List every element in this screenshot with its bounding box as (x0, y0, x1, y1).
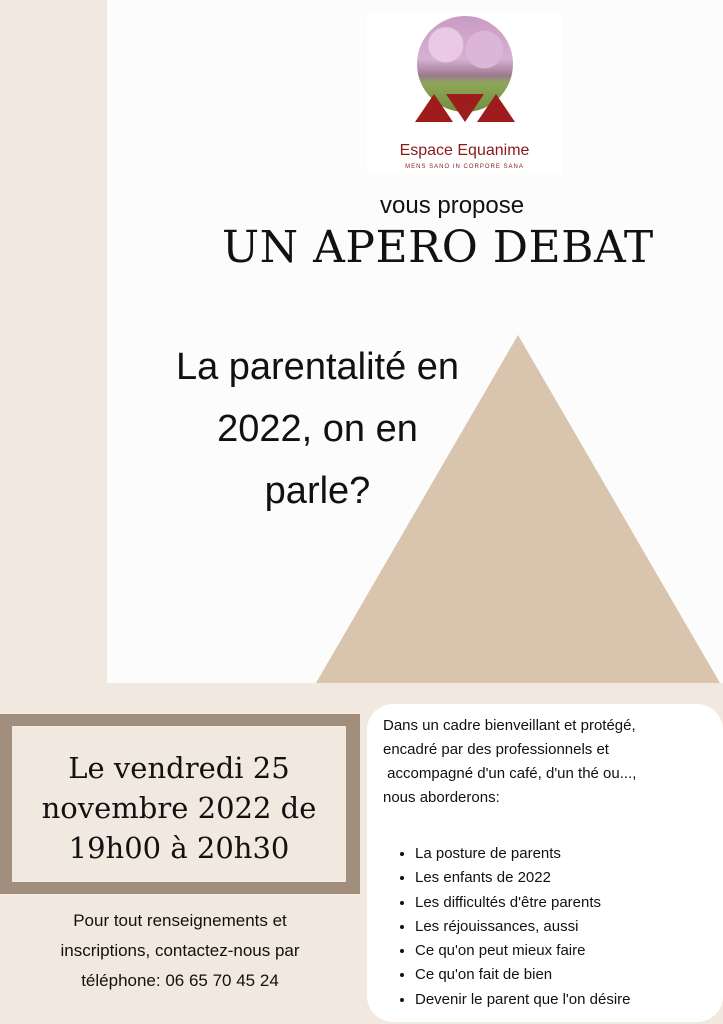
logo-motto: MENS SANO IN CORPORE SANA (405, 164, 524, 170)
event-date (12, 748, 346, 868)
list-item: • Les réjouissances, aussi (415, 915, 718, 939)
topic-list (383, 842, 718, 1012)
question-line: 2022, on en (217, 408, 418, 450)
list-item: • Devenir le parent que l'on désire (415, 988, 718, 1012)
question-line: La parentalité en (175, 346, 460, 388)
event-date-box (12, 726, 346, 882)
list-item: • Ce qu'on fait de bien (415, 963, 718, 987)
intro-line: encadré par des professionnels et (383, 741, 609, 758)
subtitle: vous propose (380, 192, 525, 219)
list-item: • La posture de parents (415, 842, 718, 866)
event-date-line: Le vendredi 25 (68, 751, 290, 785)
contact-line: Pour tout renseignements et (73, 911, 287, 930)
intro-line: nous aborderons: (383, 789, 500, 806)
event-date-frame (0, 714, 360, 894)
list-item: • Les enfants de 2022 (415, 866, 718, 890)
event-date-line: novembre 2022 de (41, 791, 317, 825)
page-title: UN APERO DEBAT (222, 222, 654, 273)
contact-phone-line: téléphone: 06 65 70 45 24 (81, 971, 279, 990)
list-item: • Ce qu'on peut mieux faire (415, 939, 718, 963)
debate-question (140, 336, 495, 522)
intro-line: accompagné d'un café, d'un thé ou..., (383, 765, 637, 782)
event-date-line: 19h00 à 20h30 (68, 831, 290, 865)
contact-info (22, 906, 338, 996)
list-item: • Les difficultés d'être parents (415, 891, 718, 915)
info-box (367, 704, 723, 1022)
intro-line: Dans un cadre bienveillant et protégé, (383, 717, 636, 734)
logo-name: Espace Equanime (399, 142, 530, 159)
question-line: parle? (264, 470, 371, 512)
intro-text (383, 714, 713, 810)
contact-line: inscriptions, contactez-nous par (60, 941, 300, 960)
